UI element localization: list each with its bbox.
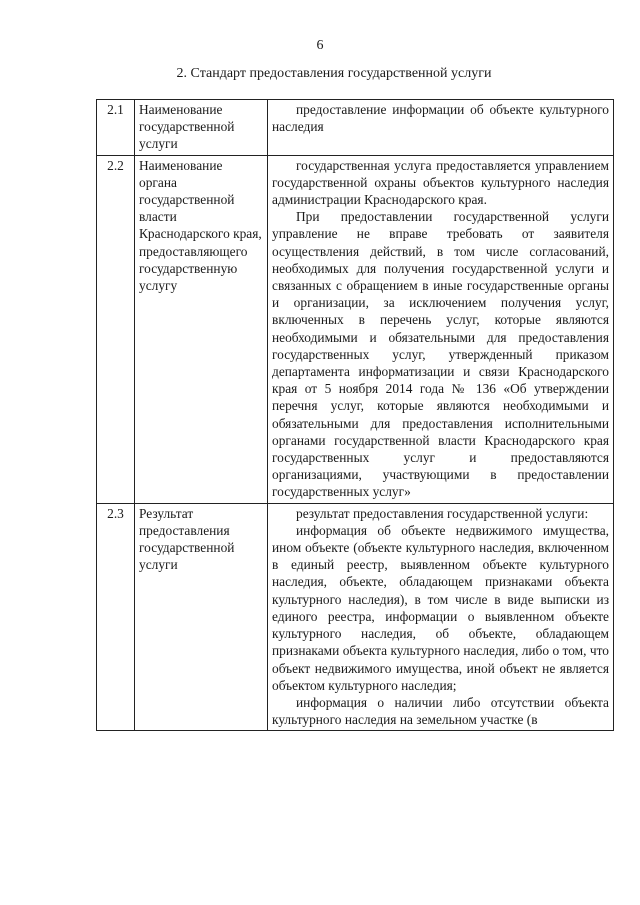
page-number: 6 <box>316 38 324 53</box>
description-paragraph: При предоставлении государственной услуги управление не вправе требовать от заявителя осуществления действий, в том числе согласований, необходимых для получения государственной услуги и связанных с обращением в иные государственные органы и организации, за исключением получения услуг, включенных в перечень услуг, которые являются необходимыми и обязательными для предоставления государственных услуг, утвержденный приказом департамента информатизации и связи Краснодарского края от 5 ноября 2014 года № 136 «Об утверждении перечня услуг, которые являются необходимыми и обязательными для предоставления исполнительными органами государственной власти Краснодарского края государственных услуг и предоставляются организациями, участвующими в предоставлении государственных услуг» <box>272 209 609 500</box>
row-name: Результат предоставления государственной услуги <box>135 503 268 731</box>
row-number: 2.3 <box>97 503 135 731</box>
description-paragraph: государственная услуга предоставляется управлением государственной охраны объектов культурного наследия администрации Краснодарского края. <box>272 157 609 208</box>
standard-table <box>96 99 614 731</box>
row-name: Наименование государственной услуги <box>135 100 268 156</box>
row-description <box>268 155 614 503</box>
table-row <box>97 100 614 156</box>
description-paragraph: информация о наличии либо отсутствии объекта культурного наследия на земельном участке (в <box>272 694 609 728</box>
row-name: Наименование органа государственной власти Краснодарского края, предоставляющего государственную услугу <box>135 155 268 503</box>
section-title: 2. Стандарт предоставления государственной услуги <box>176 66 492 81</box>
description-paragraph: информация об объекте недвижимого имущества, ином объекте (объекте культурного наследия, включенном в единый реестр, выявленном объекте культурного наследия, объекте, обладающем признаками объекта культурного наследия), в том числе в виде выписки из единого реестра, информации о выявленном объекте культурного наследия, об объекте, обладающем признаками объекта культурного наследия, либо о том, что объект недвижимого имущества, иной объект не является объектом культурного наследия; <box>272 522 609 693</box>
row-number: 2.1 <box>97 100 135 156</box>
description-paragraph: результат предоставления государственной услуги: <box>296 505 589 521</box>
row-description <box>268 503 614 731</box>
row-number: 2.2 <box>97 155 135 503</box>
row-description <box>268 100 614 156</box>
description-paragraph: предоставление информации об объекте культурного наследия <box>272 102 609 135</box>
table-row <box>97 155 614 503</box>
table-row <box>97 503 614 731</box>
